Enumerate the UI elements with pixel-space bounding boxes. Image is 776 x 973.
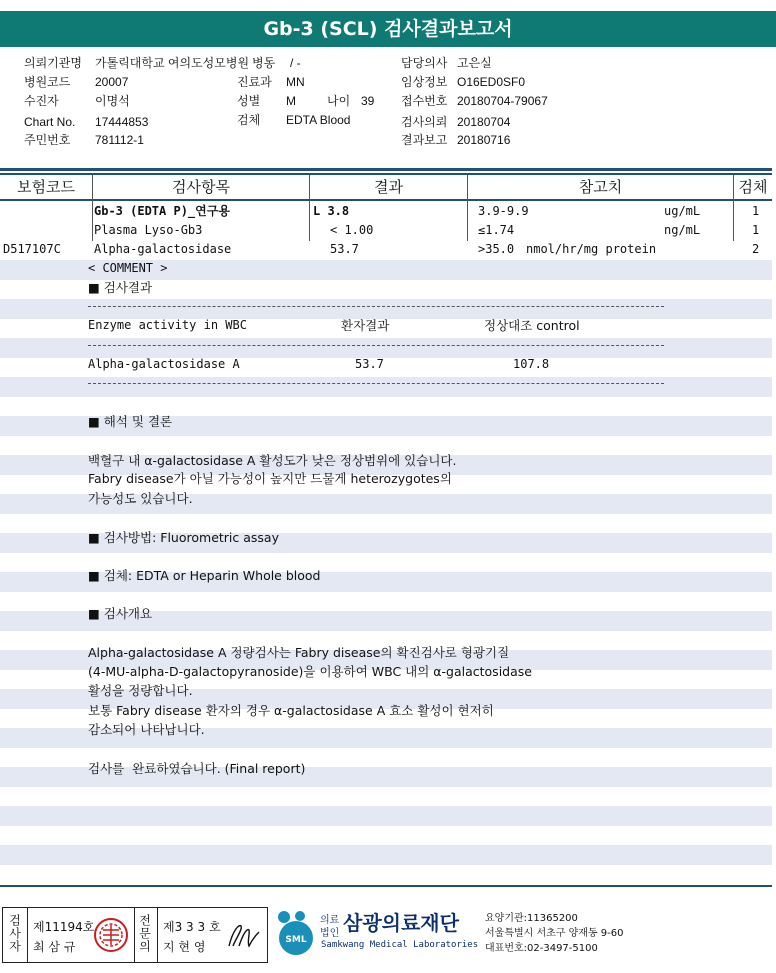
- chart-value: 17444853: [95, 115, 149, 129]
- org-phone: 대표번호:02-3497-5100: [485, 943, 598, 954]
- section-results-heading: ■ 검사결과: [88, 280, 153, 295]
- row-reference: >35.0: [478, 242, 515, 256]
- examiner-number: 제11194호: [33, 920, 95, 934]
- receipt-label: 접수번호: [401, 94, 448, 108]
- ward-value: / -: [290, 56, 301, 70]
- header-item: 검사항목: [172, 178, 230, 196]
- org-prefix: 의료: [320, 915, 340, 926]
- receipt-value: 20180704-79067: [457, 94, 548, 108]
- row-unit: ug/mL: [664, 204, 701, 218]
- enzyme-head-label: Enzyme activity in WBC: [88, 318, 247, 332]
- doctor-value: 고은실: [457, 56, 492, 70]
- table-bottom-rule: [0, 885, 772, 887]
- row-specimen: 1: [752, 223, 760, 237]
- enzyme-control-value: 107.8: [513, 357, 550, 371]
- row-specimen: 2: [752, 242, 760, 256]
- request-value: 20180704: [457, 115, 511, 129]
- agency-number: 요양기관:11365200: [485, 913, 578, 924]
- sml-logo-icon: [272, 908, 318, 956]
- column-divider: [92, 175, 93, 241]
- dept-value: MN: [286, 75, 305, 89]
- org-prefix: 법인: [320, 928, 340, 939]
- request-label: 검사의뢰: [401, 115, 448, 129]
- overview-line: (4-MU-alpha-D-galactopyranoside)을 이용하여 WBC 내의 α-galactosidase: [88, 664, 532, 679]
- header-specimen: 검체: [738, 178, 768, 196]
- signature-icon: [225, 916, 263, 954]
- row-stripe: [0, 845, 772, 865]
- patient-value: 이명석: [95, 94, 130, 108]
- approver-label: 전문의: [137, 914, 152, 953]
- rrn-value: 781112-1: [95, 133, 144, 147]
- org-english-name: Samkwang Medical Laboratories: [321, 940, 479, 950]
- overview-line: 감소되어 나타납니다.: [88, 722, 205, 737]
- table-header-rule: [0, 199, 772, 201]
- row-result: L 3.8: [313, 204, 350, 218]
- institution-value: 가톨릭대학교 여의도성모병원: [95, 56, 250, 70]
- sex-label: 성별: [237, 94, 261, 108]
- signature-box: [2, 907, 268, 963]
- age-value: 39: [361, 94, 375, 108]
- column-divider: [733, 175, 734, 241]
- header-reference: 참고치: [578, 178, 623, 196]
- overview-line: 활성을 정량합니다.: [88, 683, 193, 698]
- row-result: < 1.00: [330, 223, 374, 237]
- sex-value: M: [286, 94, 296, 108]
- enzyme-patient-value: 53.7: [355, 357, 384, 371]
- column-divider: [467, 175, 468, 241]
- interpretation-line: Fabry disease가 아닐 가능성이 높지만 드물게 heterozygotes의: [88, 471, 452, 486]
- method-line: ■ 검사방법: Fluorometric assay: [88, 530, 279, 545]
- hospital-code-label: 병원코드: [24, 75, 71, 89]
- report-value: 20180716: [457, 133, 511, 147]
- interpretation-line: 가능성도 있습니다.: [88, 491, 193, 506]
- approver-number: 제3 3 3 호: [163, 920, 221, 934]
- dashed-divider: [88, 383, 664, 384]
- overview-line: 보통 Fabry disease 환자의 경우 α-galactosidase A 효소 활성이 현저히: [88, 703, 494, 718]
- row-reference: 3.9-9.9: [478, 204, 529, 218]
- control-head: 정상대조 control: [484, 318, 580, 333]
- specimen-value: EDTA Blood: [286, 113, 351, 127]
- org-name: 삼광의료재단: [343, 911, 459, 935]
- row-code: D517107C: [3, 242, 61, 256]
- approver-name: 지 현 영: [163, 940, 206, 954]
- svg-text:SML: SML: [285, 935, 307, 945]
- row-result: 53.7: [330, 242, 359, 256]
- interpretation-line: 백혈구 내 α-galactosidase A 활성도가 낮은 정상범위에 있습니다.: [88, 453, 457, 468]
- dashed-divider: [88, 306, 664, 307]
- final-report-line: 검사를 완료하였습니다. (Final report): [88, 761, 306, 776]
- chart-label: Chart No.: [24, 115, 76, 129]
- rrn-label: 주민번호: [24, 133, 71, 147]
- examiner-name: 최 삼 규: [33, 940, 76, 954]
- institution-label: 의뢰기관명: [24, 56, 82, 70]
- examiner-seal-icon: [93, 916, 129, 954]
- column-divider: [309, 175, 310, 241]
- header-code: 보험코드: [17, 178, 75, 196]
- row-reference: ≤1.74: [478, 223, 515, 237]
- table-header: [0, 175, 772, 199]
- age-label: 나이: [327, 94, 351, 108]
- doctor-label: 담당의사: [401, 56, 448, 70]
- patient-result-head: 환자결과: [341, 318, 390, 333]
- section-interpretation-heading: ■ 해석 및 결론: [88, 414, 173, 429]
- row-stripe: [0, 377, 772, 397]
- row-specimen: 1: [752, 204, 760, 218]
- enzyme-row-label: Alpha-galactosidase A: [88, 357, 240, 371]
- report-title: Gb-3 (SCL) 검사결과보고서: [0, 11, 776, 47]
- row-unit: ng/mL: [664, 223, 701, 237]
- ward-label: 병동: [252, 56, 276, 70]
- overview-line: Alpha-galactosidase A 정량검사는 Fabry disease의 확진검사로 형광기질: [88, 645, 510, 660]
- specimen-line: ■ 검체: EDTA or Heparin Whole blood: [88, 568, 321, 583]
- report-label: 결과보고: [401, 133, 448, 147]
- examiner-label: 검사자: [7, 914, 22, 953]
- row-item: Plasma Lyso-Gb3: [94, 223, 203, 237]
- row-unit: nmol/hr/mg protein: [526, 242, 657, 256]
- dept-label: 진료과: [237, 75, 272, 89]
- patient-label: 수진자: [24, 94, 59, 108]
- comment-header: < COMMENT >: [88, 261, 168, 275]
- clinical-value: O16ED0SF0: [457, 75, 526, 89]
- table-top-rule: [0, 168, 772, 171]
- section-overview-heading: ■ 검사개요: [88, 606, 153, 621]
- row-item: Alpha-galactosidase: [94, 242, 232, 256]
- row-stripe: [0, 806, 772, 826]
- dashed-divider: [88, 345, 664, 346]
- specimen-label: 검체: [237, 113, 261, 127]
- header-result: 결과: [374, 178, 403, 196]
- org-address: 서울특별시 서초구 양재동 9-60: [485, 928, 624, 939]
- clinical-label: 임상정보: [401, 75, 448, 89]
- hospital-code-value: 20007: [95, 75, 129, 89]
- row-item: Gb-3 (EDTA P)_연구용: [94, 204, 230, 218]
